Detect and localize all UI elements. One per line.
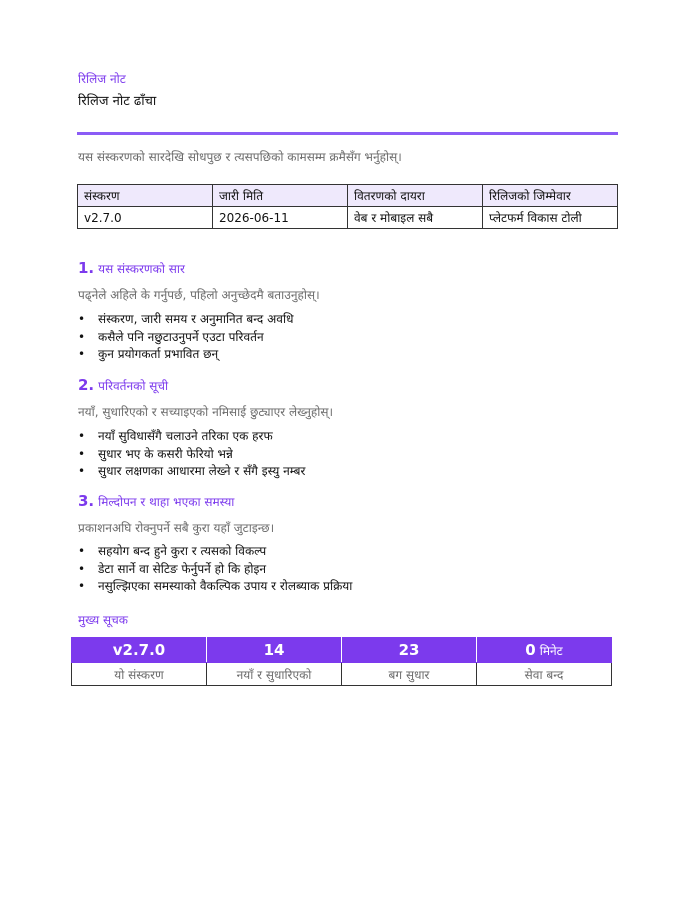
section-1-number: 1. [78, 259, 95, 277]
kpi-value: 0 [525, 641, 536, 659]
kpi-label-downtime: सेवा बन्द [477, 663, 612, 686]
section-2-list [78, 428, 305, 481]
kpi-table [71, 637, 612, 686]
section-3-description: प्रकाशनअघि रोक्नुपर्ने सबै कुरा यहाँ जुटाइन्छ। [78, 521, 275, 535]
section-1-title: यस संस्करणको सार [98, 262, 185, 276]
list-item: • सुधार भए के कसरी फेरियो भन्ने [78, 446, 305, 464]
list-item: • कुन प्रयोगकर्ता प्रभावित छन् [78, 346, 293, 364]
meta-version: v2.7.0 [78, 207, 213, 229]
kpi-label-bugfix: बग सुधार [342, 663, 477, 686]
section-2-title: परिवर्तनको सूची [98, 379, 169, 393]
section-3-list [78, 543, 352, 596]
kpi-value: 23 [398, 641, 420, 659]
meta-header-date: जारी मिति [213, 185, 348, 207]
section-3-number: 3. [78, 492, 95, 510]
kpi-label-row [72, 663, 612, 686]
meta-owner: प्लेटफर्म विकास टोली [483, 207, 618, 229]
meta-header-owner: रिलिजको जिम्मेवार [483, 185, 618, 207]
meta-header-version: संस्करण [78, 185, 213, 207]
list-item: • संस्करण, जारी समय र अनुमानित बन्द अवधि [78, 311, 293, 329]
meta-header-scope: वितरणको दायरा [348, 185, 483, 207]
list-item: • डेटा सार्ने वा सेटिङ फेर्नुपर्ने हो कि होइन [78, 561, 352, 579]
section-1-heading [78, 259, 185, 277]
section-1-list [78, 311, 293, 364]
kpi-value-bugfix [342, 638, 477, 663]
kpi-value-version [72, 638, 207, 663]
list-item: • नयाँ सुविधासँगै चलाउने तरिका एक हरफ [78, 428, 305, 446]
kpi-value-row [72, 638, 612, 663]
meta-scope: वेब र मोबाइल सबै [348, 207, 483, 229]
list-item: • कसैले पनि नछुटाउनुपर्ने एउटा परिवर्तन [78, 329, 293, 347]
section-2-description: नयाँ, सुधारिएको र सच्याइएको नमिसाई छुट्याएर लेख्नुहोस्। [78, 405, 334, 419]
section-1-description: पढ्नेले अहिले के गर्नुपर्छ, पहिलो अनुच्छेदमै बताउनुहोस्। [78, 288, 320, 302]
title-divider [77, 132, 618, 135]
release-meta-table [77, 184, 618, 229]
section-3-heading [78, 492, 234, 510]
kpi-label-new: नयाँ र सुधारिएको [207, 663, 342, 686]
kpi-heading: मुख्य सूचक [78, 613, 128, 627]
meta-date: 2026-06-11 [213, 207, 348, 229]
list-item: • सहयोग बन्द हुने कुरा र त्यसको विकल्प [78, 543, 352, 561]
doc-intro: यस संस्करणको सारदेखि सोधपुछ र त्यसपछिको कामसम्म क्रमैसँग भर्नुहोस्। [78, 150, 402, 164]
list-item: • सुधार लक्षणका आधारमा लेख्ने र सँगै इस्यु नम्बर [78, 463, 305, 481]
kpi-unit: मिनेट [539, 644, 563, 658]
section-2-number: 2. [78, 376, 95, 394]
meta-header-row [78, 185, 618, 207]
meta-value-row [78, 207, 618, 229]
doc-title: रिलिज नोट ढाँचा [78, 94, 157, 109]
kpi-value: 14 [263, 641, 285, 659]
kpi-value: v2.7.0 [112, 641, 166, 659]
doc-kicker: रिलिज नोट [78, 72, 126, 86]
kpi-label-version: यो संस्करण [72, 663, 207, 686]
list-item: • नसुल्झिएका समस्याको वैकल्पिक उपाय र रोलब्याक प्रक्रिया [78, 578, 352, 596]
section-2-heading [78, 376, 168, 394]
kpi-value-downtime [477, 638, 612, 663]
kpi-value-new [207, 638, 342, 663]
section-3-title: मिल्दोपन र थाहा भएका समस्या [98, 495, 235, 509]
